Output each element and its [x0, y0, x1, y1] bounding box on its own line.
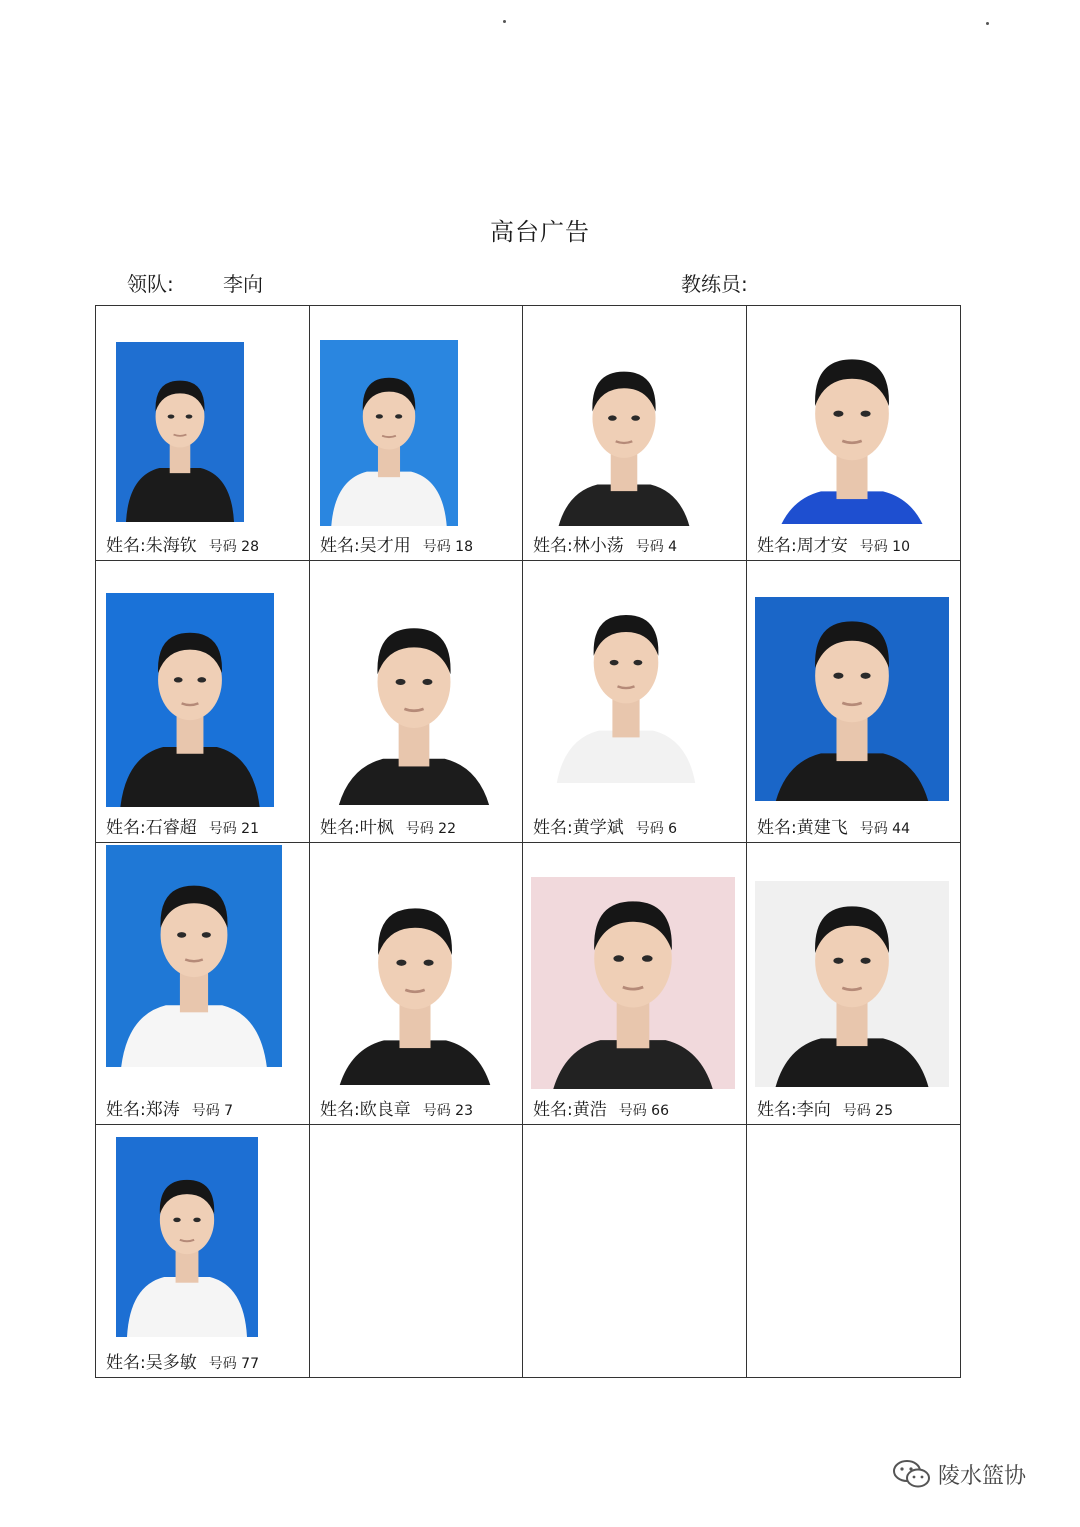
player-number: 号码 66 — [618, 1103, 669, 1119]
leader-name: 李向 — [223, 272, 263, 296]
player-name: 石睿超 — [145, 818, 197, 838]
player-caption — [106, 1348, 259, 1373]
player-photo — [106, 845, 282, 1067]
empty-cell — [523, 1125, 747, 1378]
name-prefix: 姓名: — [757, 818, 797, 838]
name-prefix: 姓名: — [757, 1100, 797, 1120]
player-caption — [320, 1095, 473, 1120]
player-name: 黄学斌 — [572, 818, 624, 838]
player-number: 号码 28 — [208, 539, 259, 555]
roster-row — [96, 306, 961, 561]
roster-table — [95, 305, 961, 1378]
player-cell — [747, 843, 961, 1125]
player-caption — [533, 1095, 669, 1120]
player-photo — [318, 887, 512, 1085]
player-number: 号码 77 — [208, 1356, 259, 1372]
empty-cell — [747, 1125, 961, 1378]
roster-row — [96, 1125, 961, 1378]
player-cell — [747, 306, 961, 561]
player-number: 号码 21 — [208, 821, 259, 837]
scan-dot — [986, 22, 989, 25]
player-name: 黄浩 — [572, 1100, 607, 1120]
player-cell — [523, 843, 747, 1125]
name-prefix: 姓名: — [320, 536, 360, 556]
name-prefix: 姓名: — [106, 1100, 146, 1120]
player-cell — [310, 561, 523, 843]
player-caption — [757, 531, 910, 556]
player-name: 林小荡 — [572, 536, 624, 556]
player-photo — [541, 583, 711, 783]
player-name: 周才安 — [796, 536, 848, 556]
watermark — [892, 1458, 1026, 1490]
player-photo — [116, 342, 244, 522]
player-name: 叶枫 — [359, 818, 394, 838]
coach-label: 教练员: — [681, 272, 748, 296]
name-prefix: 姓名: — [106, 536, 146, 556]
player-name: 李向 — [796, 1100, 831, 1120]
player-photo — [531, 877, 735, 1089]
player-cell — [96, 843, 310, 1125]
player-photo — [320, 340, 458, 526]
roster-row — [96, 843, 961, 1125]
player-number: 号码 22 — [405, 821, 456, 837]
scan-dot — [503, 20, 506, 23]
player-photo — [755, 597, 949, 801]
player-number: 号码 4 — [635, 539, 678, 555]
player-caption — [320, 531, 473, 556]
name-prefix: 姓名: — [320, 1100, 360, 1120]
player-name: 吴才用 — [359, 536, 411, 556]
player-caption — [757, 1095, 893, 1120]
name-prefix: 姓名: — [533, 536, 573, 556]
player-cell — [747, 561, 961, 843]
player-name: 吴多敏 — [145, 1353, 197, 1373]
player-photo — [318, 605, 510, 805]
player-cell — [96, 306, 310, 561]
player-number: 号码 6 — [635, 821, 678, 837]
name-prefix: 姓名: — [757, 536, 797, 556]
player-name: 黄建飞 — [796, 818, 848, 838]
player-number: 号码 25 — [842, 1103, 893, 1119]
player-number: 号码 23 — [422, 1103, 473, 1119]
player-caption — [106, 531, 259, 556]
player-photo — [106, 593, 274, 807]
player-cell — [310, 843, 523, 1125]
player-number: 号码 18 — [422, 539, 473, 555]
player-name: 欧良章 — [359, 1100, 411, 1120]
player-caption — [533, 531, 677, 556]
player-number: 号码 7 — [191, 1103, 234, 1119]
player-caption — [106, 813, 259, 838]
player-photo — [755, 350, 949, 524]
player-number: 号码 44 — [859, 821, 910, 837]
player-cell — [96, 1125, 310, 1378]
player-photo — [116, 1137, 258, 1337]
name-prefix: 姓名: — [320, 818, 360, 838]
name-prefix: 姓名: — [106, 1353, 146, 1373]
empty-cell — [310, 1125, 523, 1378]
player-photo — [755, 881, 949, 1087]
player-number: 号码 10 — [859, 539, 910, 555]
name-prefix: 姓名: — [533, 1100, 573, 1120]
leader-label: 领队: — [127, 272, 174, 296]
watermark-text: 陵水篮协 — [938, 1463, 1027, 1489]
player-cell — [523, 561, 747, 843]
player-caption — [533, 813, 677, 838]
wechat-icon — [892, 1458, 932, 1490]
player-cell — [310, 306, 523, 561]
player-cell — [96, 561, 310, 843]
name-prefix: 姓名: — [106, 818, 146, 838]
player-caption — [106, 1095, 233, 1120]
player-cell — [523, 306, 747, 561]
player-photo — [541, 350, 707, 526]
player-caption — [320, 813, 456, 838]
player-name: 朱海钦 — [145, 536, 197, 556]
roster-row — [96, 561, 961, 843]
name-prefix: 姓名: — [533, 818, 573, 838]
player-caption — [757, 813, 910, 838]
page-title: 高台广告 — [490, 218, 590, 246]
player-name: 郑涛 — [145, 1100, 180, 1120]
